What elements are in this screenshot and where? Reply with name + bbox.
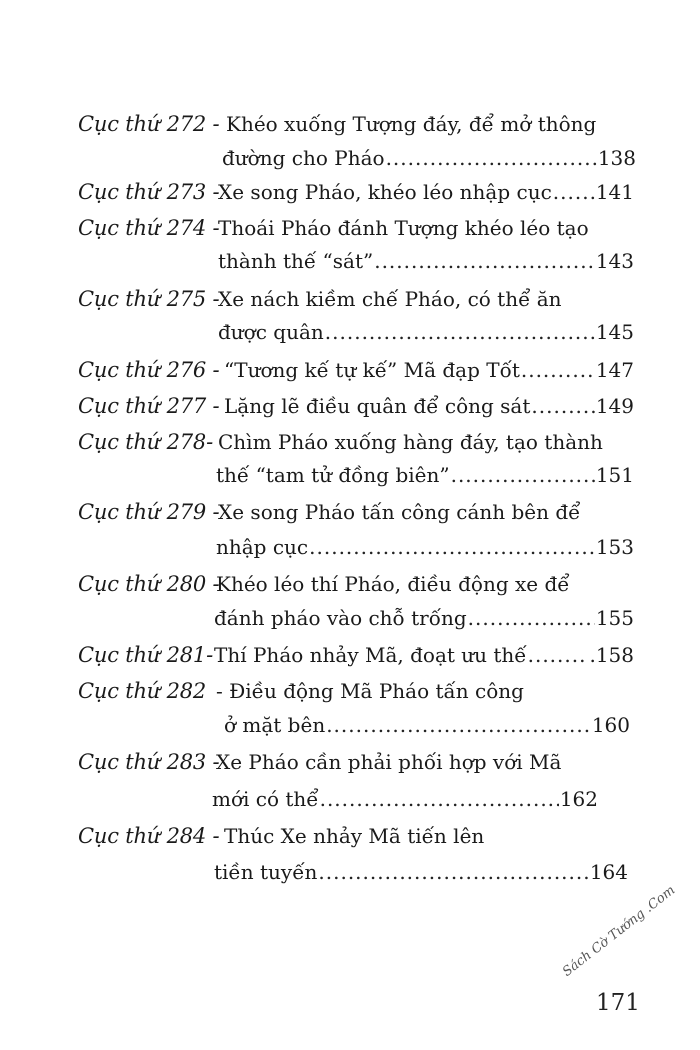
entry-label: Cục thứ 277 -: [78, 394, 220, 418]
entry-title: Khéo xuống Tượng đáy, để mở thông: [226, 112, 597, 136]
entry-label: Cục thứ 284 -: [78, 824, 220, 848]
entry-title-continued: đánh pháo vào chỗ trống: [214, 606, 467, 630]
dot-leader: [451, 463, 595, 487]
entry-page-number: 153: [595, 535, 634, 559]
entry-page-number: .158: [589, 643, 634, 667]
entry-leader-line: [222, 146, 636, 170]
entry-leader-line: [214, 860, 628, 884]
watermark-logo: Sách Cờ Tướng .Com: [560, 882, 679, 980]
entry-title: Khéo léo thí Pháo, điều động xe để: [216, 572, 570, 596]
entry-title: - Điều động Mã Pháo tấn công: [216, 679, 524, 703]
entry-page-number: 155: [595, 606, 634, 630]
entry-title-continued: ở mặt bên: [224, 713, 326, 737]
entry-leader-line: [216, 463, 634, 487]
entry-page-number: 138: [597, 146, 636, 170]
entry-leader-line: [224, 713, 630, 737]
entry-label: Cục thứ 279 -: [78, 500, 220, 524]
entry-title: Xe song Pháo, khéo léo nhập cục: [218, 180, 552, 204]
entry-page-number: 145: [595, 320, 634, 344]
page-number: 171: [596, 990, 640, 1016]
entry-title: Thoái Pháo đánh Tượng khéo léo tạo: [218, 216, 589, 240]
entry-page-number: 149: [595, 394, 634, 418]
entry-title: Xe Pháo cần phải phối hợp với Mã: [216, 750, 562, 774]
dot-leader: [521, 358, 595, 382]
entry-title: Thí Pháo nhảy Mã, đoạt ưu thế: [214, 643, 527, 667]
dot-leader: [386, 146, 597, 170]
entry-leader-line: [214, 606, 634, 630]
entry-title-continued: được quân: [218, 320, 324, 344]
entry-title: Xe song Pháo tấn công cánh bên để: [218, 500, 581, 524]
entry-title: Chìm Pháo xuống hàng đáy, tạo thành: [218, 430, 603, 454]
dot-leader: [374, 249, 595, 273]
entry-title-continued: nhập cục: [216, 535, 309, 559]
entry-leader-line: [218, 249, 634, 273]
entry-page-number: 164: [589, 860, 628, 884]
entry-leader-line: [224, 394, 634, 418]
entry-label: Cục thứ 273 -: [78, 180, 220, 204]
entry-label: Cục thứ 274 -: [78, 216, 220, 240]
entry-label: Cục thứ 283 -: [78, 750, 220, 774]
entry-title-continued: thành thế “sát”: [218, 249, 374, 273]
entry-page-number: 160: [591, 713, 630, 737]
entry-page-number: 147: [595, 358, 634, 382]
entry-title-continued: thế “tam tử đồng biên”: [216, 463, 450, 487]
entry-label: Cục thứ 278-: [78, 430, 213, 454]
entry-label: Cục thứ 281-: [78, 643, 213, 667]
dot-leader: [553, 180, 595, 204]
dot-leader: [528, 643, 589, 667]
dot-leader: [318, 860, 588, 884]
entry-page-number: 151: [595, 463, 634, 487]
entry-page-number: 143: [595, 249, 634, 273]
entry-page-number: 162: [559, 787, 598, 811]
dot-leader: [326, 713, 591, 737]
entry-title: Lặng lẽ điều quân để công sát: [224, 394, 531, 418]
entry-leader-line: [224, 358, 634, 382]
entry-label: Cục thứ 276 -: [78, 358, 220, 382]
entry-leader-line: [214, 643, 634, 667]
dot-leader: [531, 394, 594, 418]
entry-leader-line: [218, 320, 634, 344]
entry-title-continued: mới có thể: [212, 787, 319, 811]
entry-title: Thúc Xe nhảy Mã tiến lên: [224, 824, 485, 848]
entry-title-continued: đường cho Pháo: [222, 146, 385, 170]
entry-leader-line: [216, 535, 634, 559]
dot-leader: [320, 787, 559, 811]
entry-page-number: 141: [595, 180, 634, 204]
entry-label: Cục thứ 275 -: [78, 287, 220, 311]
entry-label: Cục thứ 282: [78, 679, 207, 703]
entry-title: Xe nách kiềm chế Pháo, có thể ăn: [218, 287, 562, 311]
entry-leader-line: [212, 787, 598, 811]
dot-leader: [325, 320, 595, 344]
entry-title: “Tương kế tự kế” Mã đạp Tốt: [224, 358, 520, 382]
dot-leader: [468, 606, 595, 630]
entry-label: Cục thứ 272 -: [78, 112, 220, 136]
dot-leader: [309, 535, 595, 559]
entry-leader-line: [218, 180, 634, 204]
entry-title-continued: tiền tuyến: [214, 860, 318, 884]
entry-label: Cục thứ 280 -: [78, 572, 220, 596]
